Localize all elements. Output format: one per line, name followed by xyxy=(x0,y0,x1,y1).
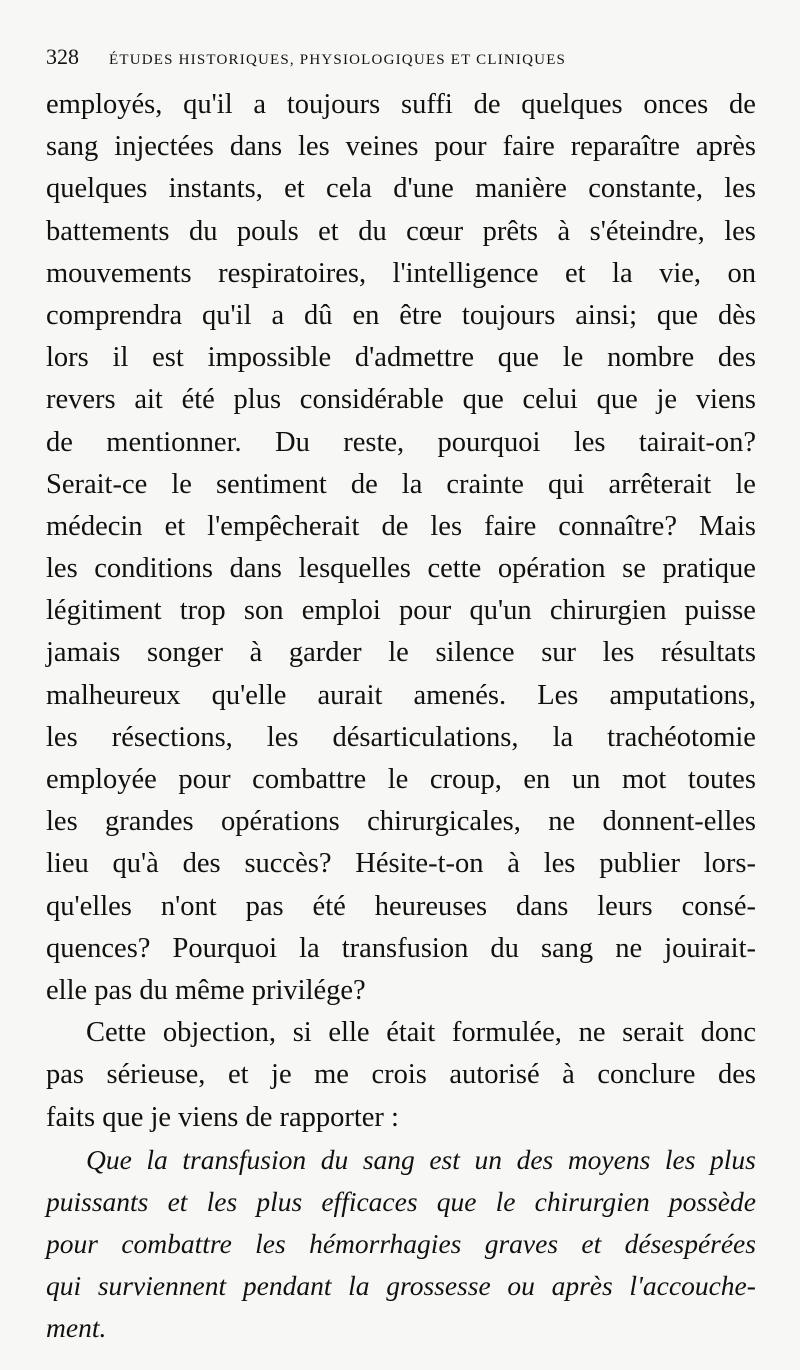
text-line: les résections, les désarticulations, la trachéotomie xyxy=(46,721,756,753)
running-head xyxy=(46,44,746,74)
text-line: pas sérieuse, et je me crois autorisé à conclure des xyxy=(46,1059,756,1091)
text-line: lors il est impossible d'admettre que le nombre des xyxy=(46,342,756,374)
text-line: Serait-ce le sentiment de la crainte qui arrêterait le xyxy=(46,468,756,500)
text-line: les conditions dans lesquelles cette opération se pratique xyxy=(46,553,756,585)
conclusion-line: Que la transfusion du sang est un des moyens les plus xyxy=(86,1143,756,1175)
text-line: employée pour combattre le croup, en un mot toutes xyxy=(46,764,756,795)
conclusion-line: puissants et les plus efficaces que le chirurgien possède xyxy=(46,1185,756,1217)
text-line: faits que je viens de rapporter : xyxy=(46,1101,399,1133)
text-line: comprendra qu'il a dû en être toujours ainsi; que dès xyxy=(46,299,756,331)
conclusion-line: pour combattre les hémorrhagies graves et désespérées xyxy=(46,1228,756,1260)
text-line: revers ait été plus considérable que celui que je viens xyxy=(46,384,756,416)
text-line: employés, qu'il a toujours suffi de quelques onces de xyxy=(46,89,756,120)
page-number: 328 xyxy=(46,44,79,69)
text-line: mouvements respiratoires, l'intelligence et la vie, on xyxy=(46,257,756,289)
text-line: quences? Pourquoi la transfusion du sang ne jouirait- xyxy=(46,932,756,964)
text-line: battements du pouls et du cœur prêts à s'éteindre, les xyxy=(46,215,756,247)
text-line: qu'elles n'ont pas été heureuses dans leurs consé- xyxy=(46,890,756,922)
text-line: jamais songer à garder le silence sur les résultats xyxy=(46,637,756,669)
text-line: médecin et l'empêcherait de les faire connaître? Mais xyxy=(46,510,756,542)
text-line: quelques instants, et cela d'une manière constante, les xyxy=(46,173,756,205)
text-line: les grandes opérations chirurgicales, ne donnent-elles xyxy=(46,806,756,838)
text-line: de mentionner. Du reste, pourquoi les tairait-on? xyxy=(46,426,756,458)
running-title: ÉTUDES HISTORIQUES, PHYSIOLOGIQUES ET CLINIQUES xyxy=(109,52,567,68)
text-line: elle pas du même privilége? xyxy=(46,974,366,1006)
text-line: sang injectées dans les veines pour faire reparaître après xyxy=(46,131,756,163)
text-line: lieu qu'à des succès? Hésite-t-on à les publier lors- xyxy=(46,848,756,880)
conclusion-line: qui surviennent pendant la grossesse ou après l'accouche- xyxy=(46,1270,756,1302)
text-line: légitiment trop son emploi pour qu'un chirurgien puisse xyxy=(46,595,756,627)
conclusion-line: ment. xyxy=(46,1312,107,1344)
text-line: malheureux qu'elle aurait amenés. Les amputations, xyxy=(46,679,756,711)
paragraph-first-line: Cette objection, si elle était formulée, ne serait donc xyxy=(86,1017,756,1049)
body-text xyxy=(46,84,756,1350)
